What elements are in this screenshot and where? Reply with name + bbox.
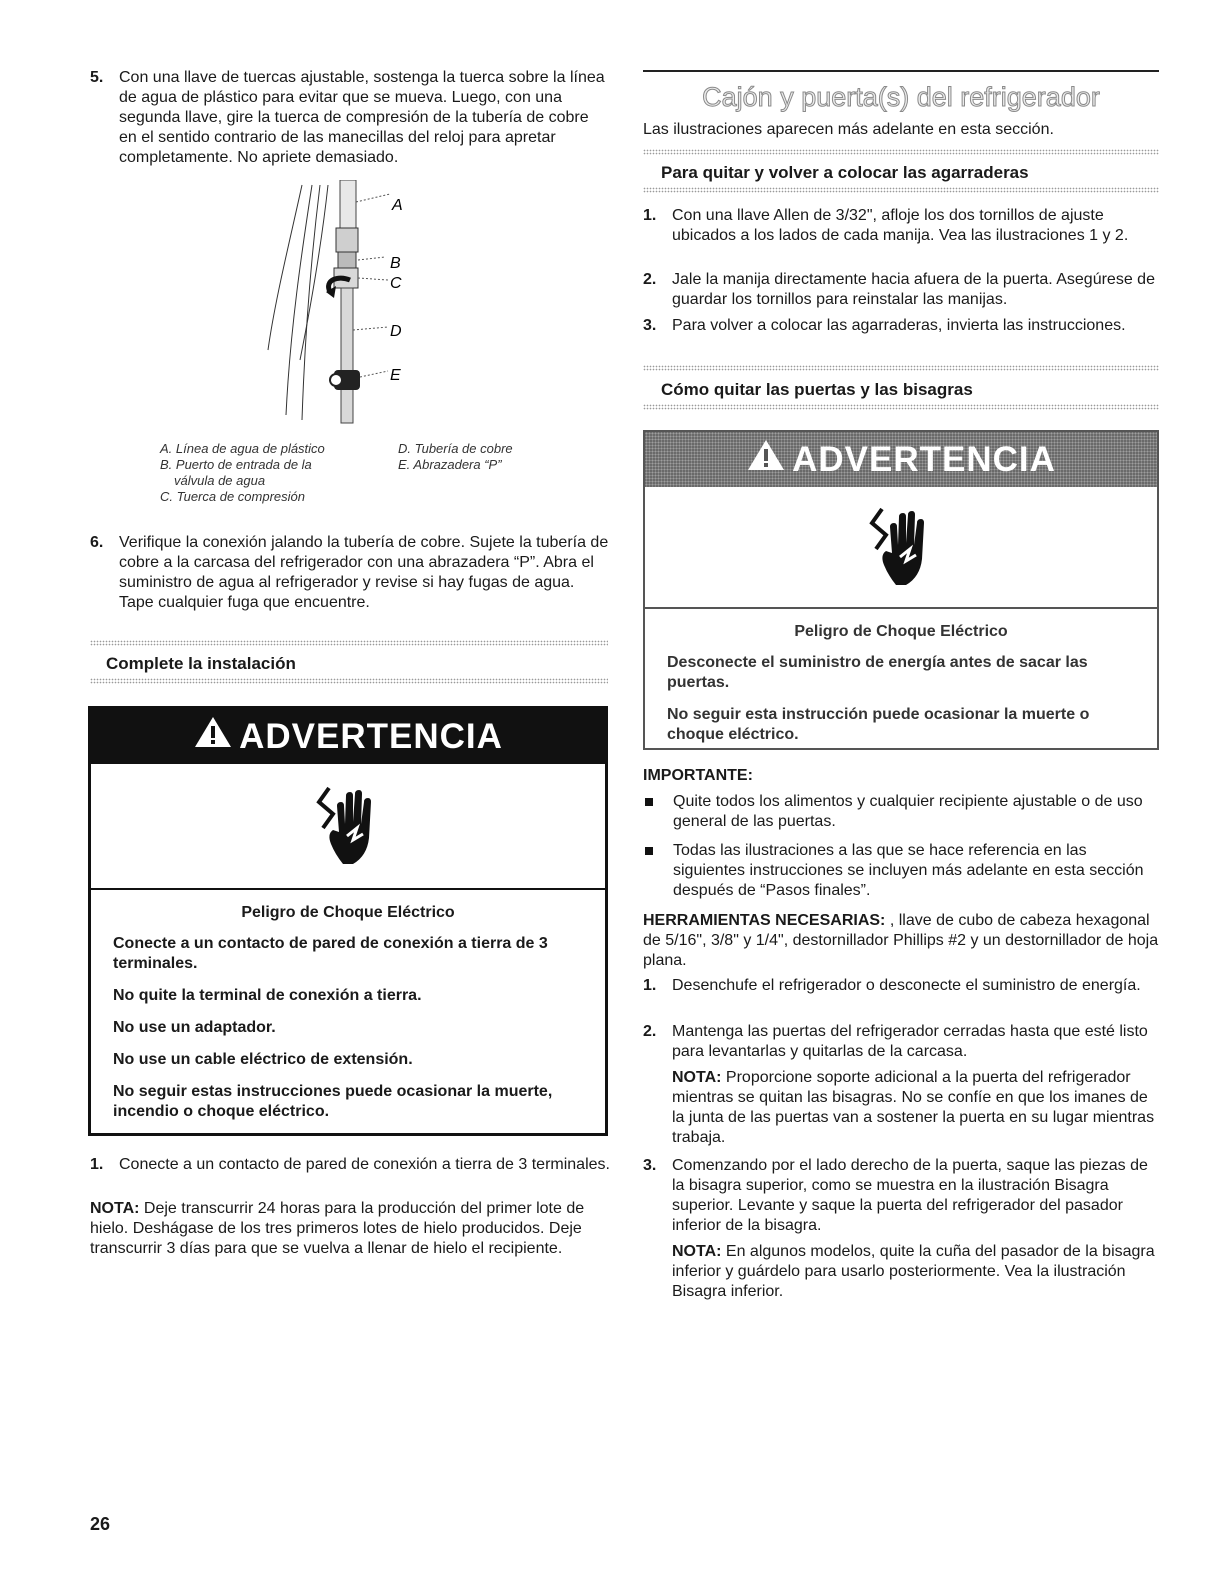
warning-message-4: No use un cable eléctrico de extensión. [113,1051,413,1068]
warning-header-left [91,709,605,764]
warning-message-3: No use un adaptador. [113,1019,276,1036]
figure-label-b: B [390,255,401,272]
nota-2-paragraph [672,1068,1159,1148]
tools-text: , llave de cubo de cabeza hexagonal de 5/16", 3/8" y 1/4", destornillador Phillips #2 y un destornillador de hoja plana. [643,912,1159,969]
warning-box-left [88,706,608,1136]
caption-b-cont: válvula de agua [174,473,266,488]
doors-step-3 [643,1156,1159,1236]
importante-label: IMPORTANTE: [643,767,753,784]
section-title: Cajón y puerta(s) del refrigerador [702,82,1100,112]
warning-title-left: Peligro de Choque Eléctrico [241,904,455,921]
nota-3-text: En algunos modelos, quite la cuña del pasador de la bisagra inferior y guárdelo para usarlo posteriormente. Vea la ilustración Bisagra inferior. [672,1243,1155,1300]
doors-step-3-text: Comenzando por el lado derecho de la puerta, saque las piezas de la bisagra superior, como se muestra en la ilustración Bisagra superior. Levante y saque la puerta del refrigerador del pasador inferior de la bisagra. [672,1157,1148,1234]
bullet-square-icon [645,798,653,806]
warning-header-text: ADVERTENCIA [239,716,503,756]
warning-message-5: No seguir estas instrucciones puede ocasionar la muerte, incendio o choque eléctrico. [113,1083,553,1120]
handles-divider-top [643,149,1159,155]
doors-step-3-number: 3. [643,1157,657,1174]
doors-step-2-text: Mantenga las puertas del refrigerador cerradas hasta que esté listo para levantarlas y quitarlas de la carcasa. [672,1023,1148,1060]
warning-triangle-icon [193,715,233,758]
step-1-text: Conecte a un contacto de pared de conexión a tierra de 3 terminales. [119,1156,610,1173]
nota-2-label: NOTA: [672,1069,722,1086]
warning-right-message-2: No seguir esta instrucción puede ocasionar la muerte o choque eléctrico. [667,706,1090,743]
step-5 [90,68,610,168]
step-5-number: 5. [90,69,104,86]
handles-step-1 [643,206,1159,246]
section-intro: Las ilustraciones aparecen más adelante en esta sección. [643,121,1054,138]
electric-shock-icon-right [866,505,936,589]
warning-box-right [643,430,1159,750]
caption-a: A. Línea de agua de plástico [160,441,325,456]
handles-step-2-text: Jale la manija directamente hacia afuera de la puerta. Asegúrese de guardar los tornillos para reinstalar las manijas. [672,271,1155,308]
warning-title-right: Peligro de Choque Eléctrico [794,623,1008,640]
handles-step-2-number: 2. [643,271,657,288]
handles-step-1-number: 1. [643,207,657,224]
tools-paragraph [643,911,1159,971]
warning-right-message-1: Desconecte el suministro de energía antes de sacar las puertas. [667,654,1088,691]
section-heading-complete: Complete la instalación [106,654,296,673]
nota-text: Deje transcurrir 24 horas para la producción del primer lote de hielo. Deshágase de los tres primeros lotes de hielo producidos. Deje transcurrir 3 días para que se vuelva a llenar de hielo el recipiente. [90,1200,585,1257]
warning-header-right [645,432,1157,487]
bullet-square-icon [645,847,653,855]
step-6-text: Verifique la conexión jalando la tubería de cobre. Sujete la tubería de cobre a la carcasa del refrigerador con una abrazadera “P”. Abra el suministro de agua al refrigerador y revise si hay fugas de agua. Tape cualquier fuga que encuentre. [119,534,609,611]
figure-label-c: C [390,275,402,292]
bullet-2 [645,841,1159,901]
page-number: 26 [90,1514,111,1534]
figure-label-a: A [392,197,403,214]
title-rule [643,70,1159,72]
doors-heading: Cómo quitar las puertas y las bisagras [661,380,973,399]
step-6 [90,533,610,613]
nota-label: NOTA: [90,1200,140,1217]
nota-3-paragraph [672,1242,1159,1302]
water-line-illustration [250,180,430,425]
figure-captions-left [160,441,390,505]
doors-step-1 [643,976,1159,996]
figure-captions-right [398,441,598,473]
section-divider-top [90,640,608,646]
warning-message-2: No quite la terminal de conexión a tierra. [113,987,422,1004]
handles-step-3-text: Para volver a colocar las agarraderas, invierta las instrucciones. [672,317,1126,334]
doors-step-1-text: Desenchufe el refrigerador o desconecte el suministro de energía. [672,977,1141,994]
electric-shock-icon [313,784,383,868]
caption-b: B. Puerto de entrada de la [160,457,312,472]
doors-step-2-number: 2. [643,1023,657,1040]
step-5-text: Con una llave de tuercas ajustable, sostenga la tuerca sobre la línea de agua de plástico para evitar que se mueva. Luego, con una segunda llave, gire la tuerca de compresión de la tubería de cobre en el sentido contrario de las manecillas del reloj para apretar completamente. No apriete demasiado. [119,69,605,166]
doors-step-1-number: 1. [643,977,657,994]
figure-label-d: D [390,323,402,340]
shock-hazard-figure [91,764,605,890]
step-1-number: 1. [90,1156,104,1173]
warning-message-1: Conecte a un contacto de pared de conexión a tierra de 3 terminales. [113,935,548,972]
bullet-2-text: Todas las ilustraciones a las que se hace referencia en las siguientes instrucciones se incluyen más adelante en esta sección después de “Pasos finales”. [673,842,1144,899]
doors-divider-top [643,365,1159,371]
step-6-number: 6. [90,534,104,551]
nota-3-label: NOTA: [672,1243,722,1260]
handles-step-3 [643,316,1159,336]
handles-divider-bottom [643,187,1159,193]
doors-step-2 [643,1022,1159,1062]
handles-step-1-text: Con una llave Allen de 3/32", afloje los dos tornillos de ajuste ubicados a los lados de cada manija. Vea las ilustraciones 1 y 2. [672,207,1129,244]
warning-triangle-icon-right [746,438,786,481]
shock-hazard-figure-right [645,487,1157,609]
nota-2-text: Proporcione soporte adicional a la puerta del refrigerador mientras se quitan las bisagras. No se confíe en que los imanes de la junta de las puertas van a sostener la puerta en su lugar mientras trabaja. [672,1069,1155,1146]
warning-header-text-right: ADVERTENCIA [792,439,1056,479]
bullet-1 [645,792,1159,832]
handles-heading: Para quitar y volver a colocar las agarraderas [661,163,1029,182]
caption-d: D. Tubería de cobre [398,441,513,456]
nota-paragraph [90,1199,610,1259]
tools-label: HERRAMIENTAS NECESARIAS: [643,912,886,929]
figure-label-e: E [390,367,401,384]
doors-divider-bottom [643,404,1159,410]
handles-step-3-number: 3. [643,317,657,334]
bullet-1-text: Quite todos los alimentos y cualquier recipiente ajustable o de uso general de las puertas. [673,793,1143,830]
handles-step-2 [643,270,1159,310]
section-divider-bottom [90,678,608,684]
caption-c: C. Tuerca de compresión [160,489,305,504]
step-1-complete [90,1155,610,1175]
caption-e: E. Abrazadera “P” [398,457,502,472]
